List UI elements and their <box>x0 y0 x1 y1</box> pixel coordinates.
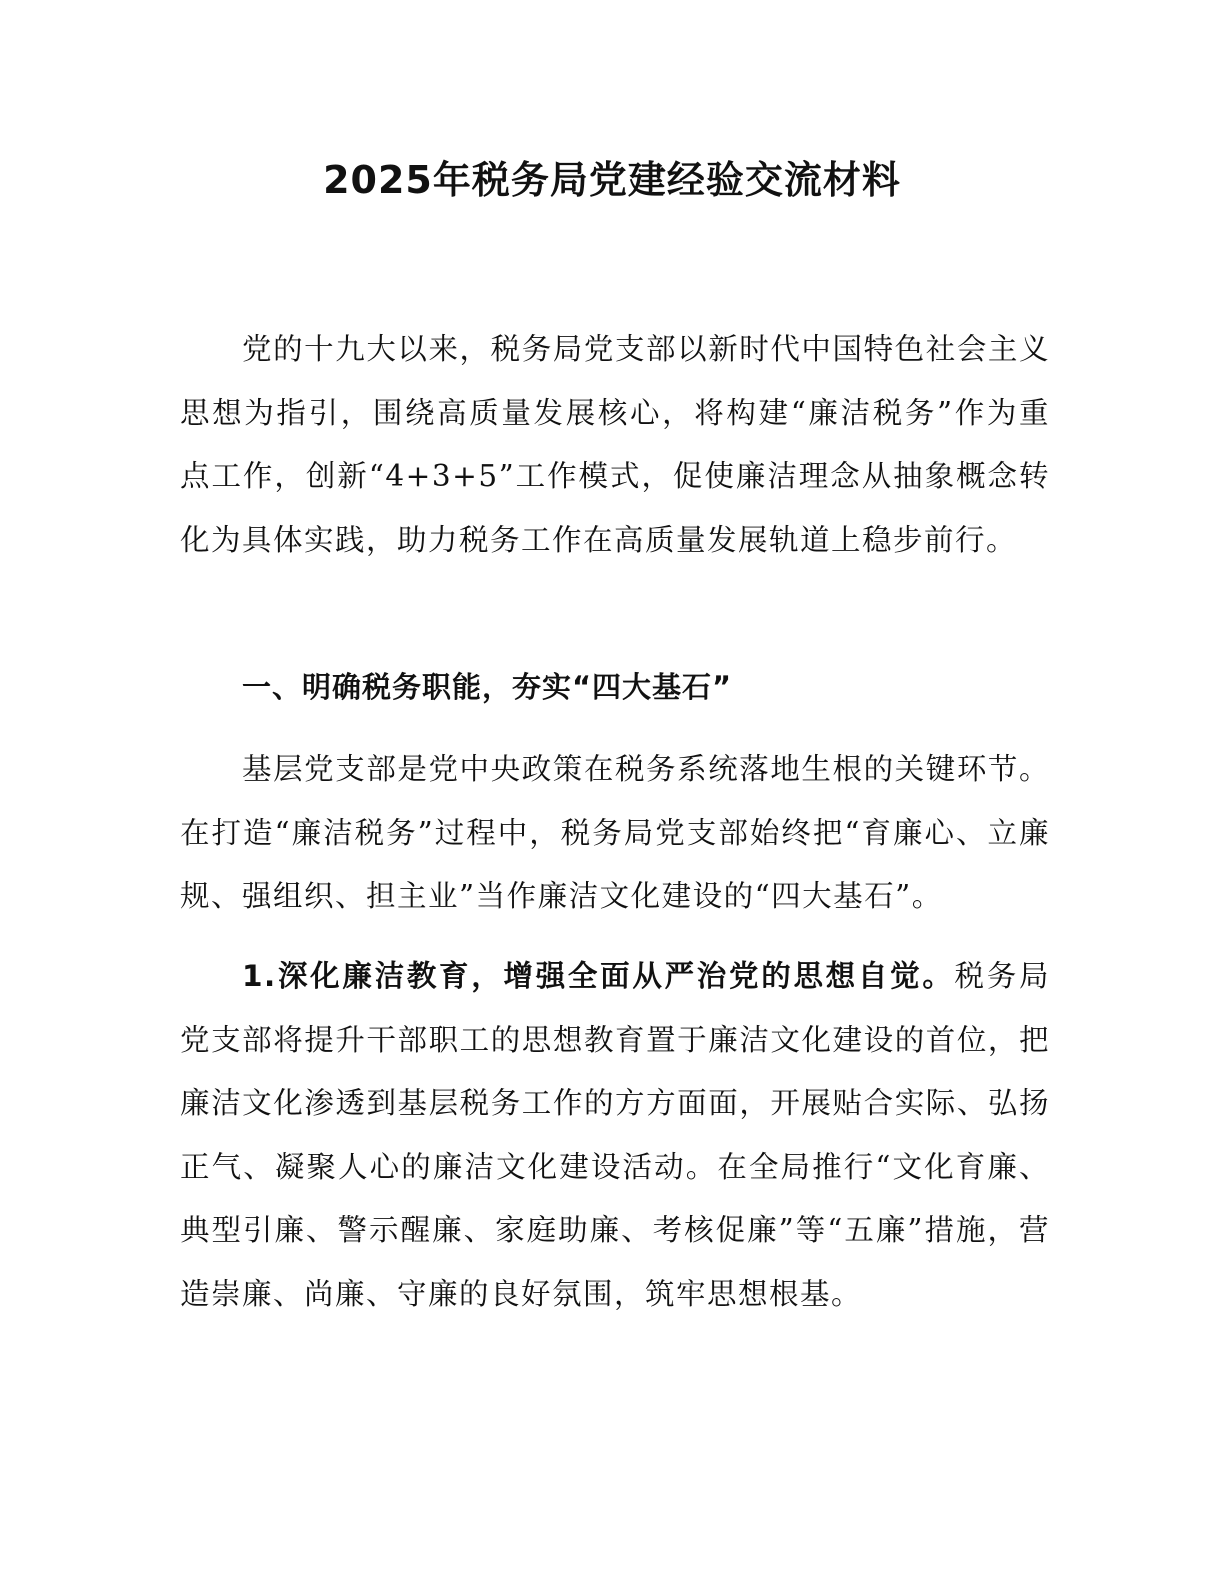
section-heading: 一、明确税务职能，夯实“四大基石” <box>242 670 733 704</box>
subsection-body: 税务局党支部将提升干部职工的思想教育置于廉洁文化建设的首位，把廉洁文化渗透到基层税务工作的方方面面，开展贴合实际、弘扬正气、凝聚人心的廉洁文化建设活动。在全局推行“文化育廉、典型引廉、警示醒廉、家庭助廉、考核促廉”等“五廉”措施，营造崇廉、尚廉、守廉的良好氛围，筑牢思想根基。 <box>180 959 1050 1311</box>
subsection-paragraph <box>180 945 1050 1326</box>
subsection-lead: 1.深化廉洁教育，增强全面从严治党的思想自觉。 <box>242 959 955 993</box>
section-paragraph: 基层党支部是党中央政策在税务系统落地生根的关键环节。在打造“廉洁税务”过程中，税务局党支部始终把“育廉心、立廉规、强组织、担主业”当作廉洁文化建设的“四大基石”。 <box>180 752 1050 913</box>
intro-paragraph: 党的十九大以来，税务局党支部以新时代中国特色社会主义思想为指引，围绕高质量发展核心，将构建“廉洁税务”作为重点工作，创新“4+3+5”工作模式，促使廉洁理念从抽象概念转化为具体实践，助力税务工作在高质量发展轨道上稳步前行。 <box>180 332 1050 557</box>
document-title: 2025年税务局党建经验交流材料 <box>323 158 901 202</box>
